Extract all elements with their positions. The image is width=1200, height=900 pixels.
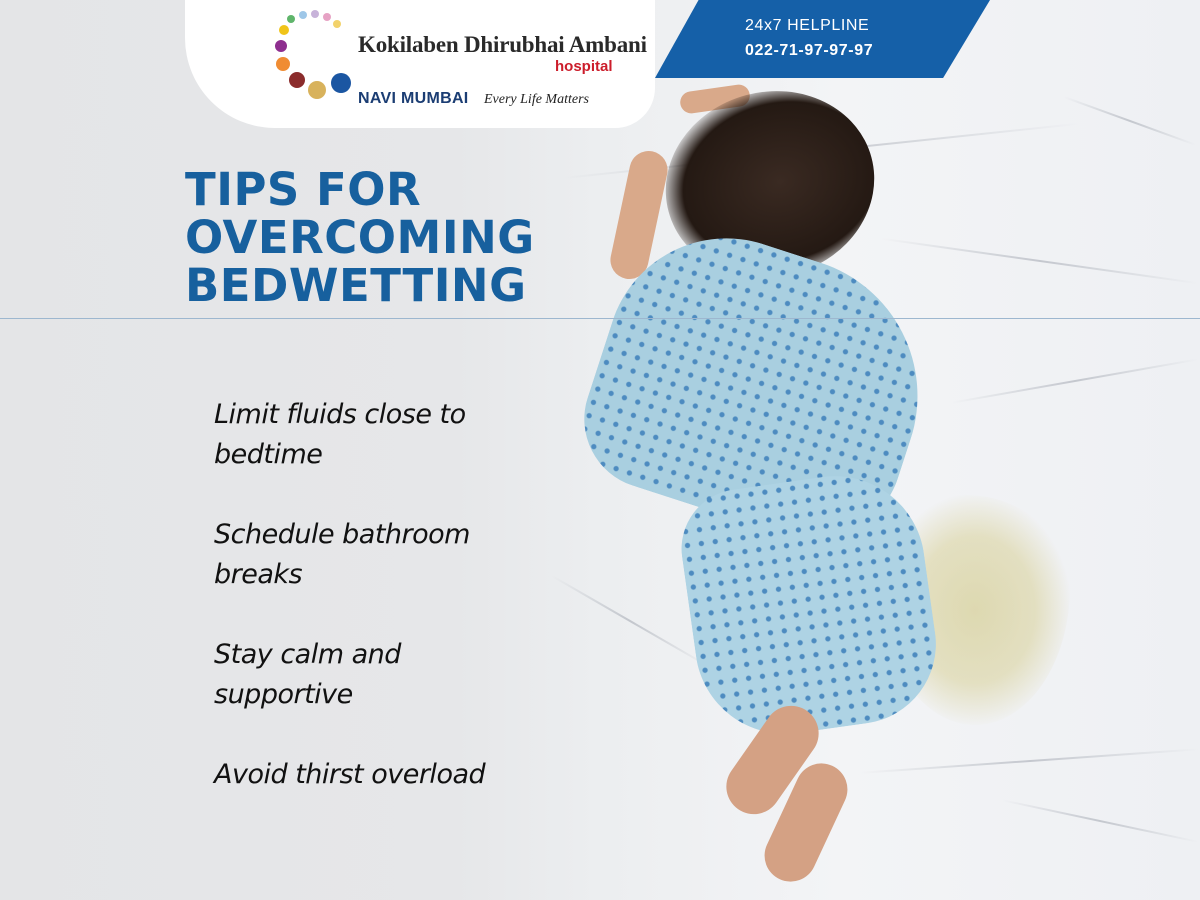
helpline-banner [655, 0, 990, 78]
title-line: BEDWETTING [185, 259, 527, 312]
tip-item: Stay calm and supportive [214, 639, 401, 710]
helpline-label: 24x7 HELPLINE [745, 17, 870, 34]
hospital-city: NAVI MUMBAI [358, 90, 469, 107]
title-line: TIPS FOR [185, 163, 422, 216]
title-line: OVERCOMING [185, 211, 535, 264]
tip-item: Schedule bathroom breaks [214, 519, 470, 590]
title-divider [0, 318, 1200, 319]
child-pants [674, 465, 946, 746]
page-title [185, 163, 605, 312]
helpline-number[interactable]: 022-71-97-97-97 [745, 42, 874, 59]
hospital-tagline: Every Life Matters [484, 92, 589, 107]
tips-list [214, 395, 514, 835]
tip-item: Avoid thirst overload [214, 759, 486, 790]
tip-item: Limit fluids close to bedtime [214, 399, 466, 470]
hospital-subname: hospital [555, 58, 613, 75]
hospital-name: Kokilaben Dhirubhai Ambani [358, 32, 647, 57]
hospital-logo-icon [274, 10, 356, 102]
